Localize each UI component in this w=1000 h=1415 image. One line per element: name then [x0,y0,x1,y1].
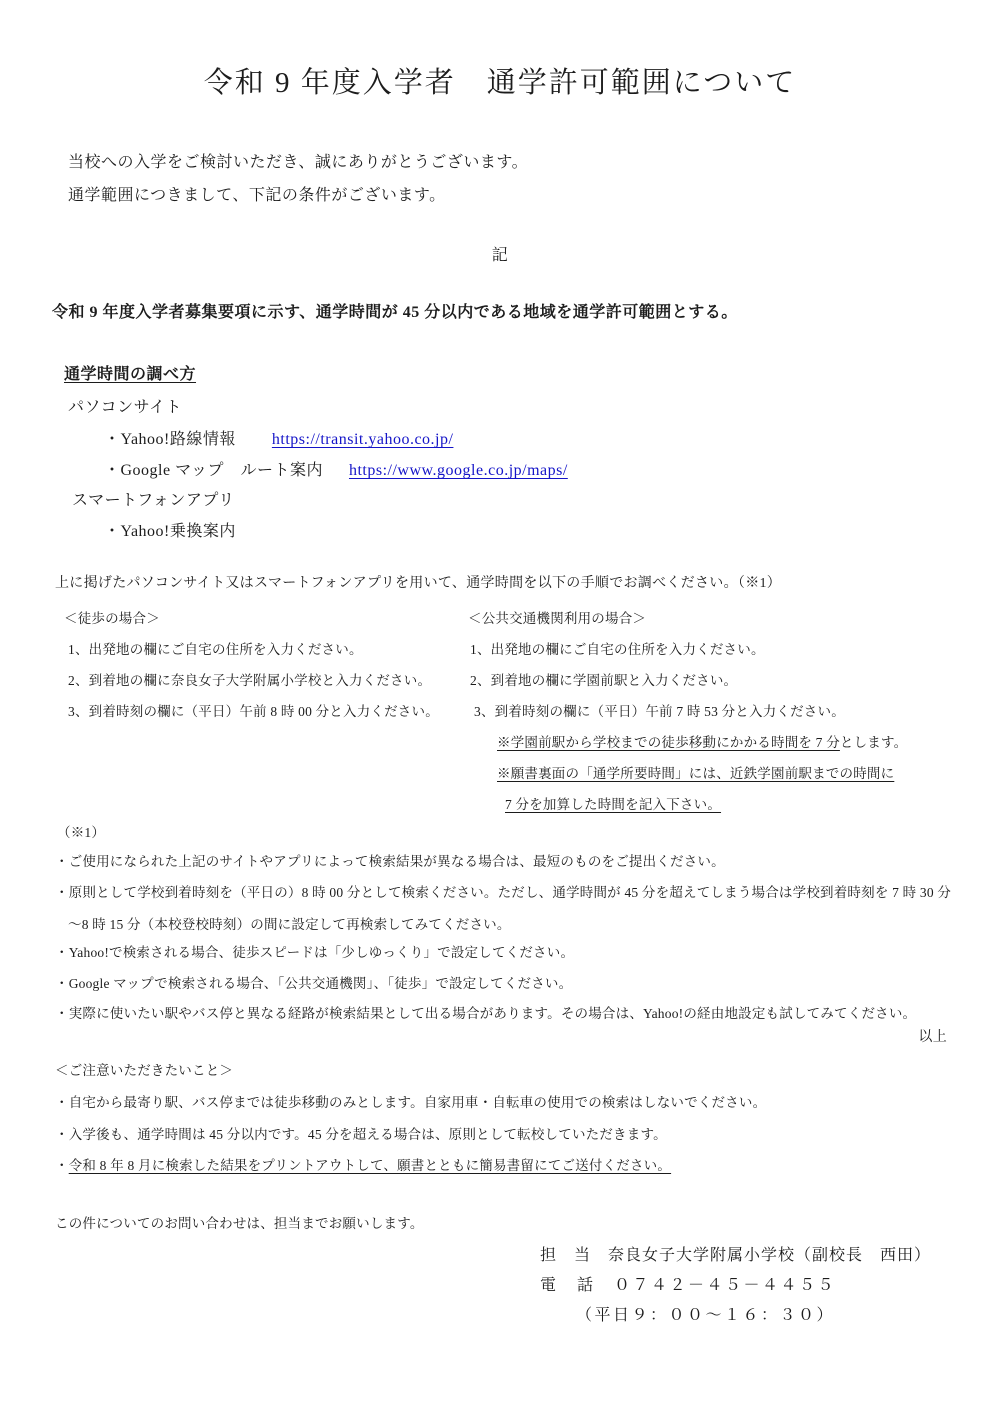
transit-step-3: 3、到着時刻の欄に（平日）午前 7 時 53 分と入力ください。 [474,704,845,719]
transit-note-1-tail: とします。 [839,735,908,750]
google-maps-line [104,457,568,480]
yahoo-transit-link[interactable]: https://transit.yahoo.co.jp/ [271,431,454,448]
caution-item-3 [55,1154,671,1174]
transit-note-2: ※願書裏面の「通学所要時間」には、近鉄学園前駅までの時間に [497,766,895,781]
remark-item-4: ・Google マップで検索される場合、「公共交通機関」、「徒歩」で設定してください。 [55,976,573,991]
contact-hours: （平日９：００～１６：３０） [576,1307,836,1324]
caution-item-2: ・入学後も、通学時間は 45 分以内です。45 分を超える場合は、原則として転校していただきます。 [55,1127,667,1142]
caution-item-3-underline: 令和 8 年 8 月に検索した結果をプリントアウトして、願書とともに簡易書留にてご送付ください。 [68,1158,672,1173]
yahoo-transit-line [104,426,453,449]
walk-step-1: 1、出発地の欄にご自宅の住所を入力ください。 [68,642,363,657]
transit-step-2: 2、到着地の欄に学園前駅と入力ください。 [470,673,738,688]
closing-marker: 以上 [918,1030,947,1045]
walk-step-2: 2、到着地の欄に奈良女子大学附属小学校と入力ください。 [68,673,432,688]
intro-line-1: 当校への入学をご検討いただき、誠にありがとうございます。 [68,154,529,171]
remark-item-3: ・Yahoo!で検索される場合、徒歩スピードは「少しゆっくり」で設定してください。 [55,945,575,960]
caution-item-1: ・自宅から最寄り駅、バス停までは徒歩移動のみとします。自家用車・自転車の使用での検索はしないでください。 [55,1095,767,1110]
remark-item-2-line-2: ～8 時 15 分（本校登校時刻）の間に設定して再検索してみてください。 [68,917,511,932]
remark-item-5: ・実際に使いたい駅やバス停と異なる経路が検索結果として出る場合があります。その場合は、Yahoo!の経由地設定も試してみてください。 [55,1006,917,1021]
google-maps-label: ・Google マップ ルート案内 [104,462,323,479]
contact-phone: 電 話 ０７４２－４５－４４５５ [540,1277,837,1294]
remark-item-2-line-1: ・原則として学校到着時刻を（平日の）8 時 00 分として検索ください。ただし、通学時間が 45 分を超えてしまう場合は学校到着時刻を 7 時 30 分 [55,885,952,900]
instruction-line: 上に掲げたパソコンサイト又はスマートフォンアプリを用いて、通学時間を以下の手順でお調べください。（※1） [55,576,782,591]
remark-item-1: ・ご使用になられた上記のサイトやアプリによって検索結果が異なる場合は、最短のものをご提出ください。 [55,854,725,869]
caution-item-3-bullet: ・ [55,1158,69,1173]
contact-person: 担 当 奈良女子大学附属小学校（副校長 西田） [540,1247,932,1264]
pc-site-label: パソコンサイト [68,399,183,416]
yahoo-norikae-item: ・Yahoo!乗換案内 [104,523,236,540]
lookup-heading: 通学時間の調べ方 [64,366,197,383]
transit-note-1-underline: ※学園前駅から学校までの徒歩移動にかかる時間を 7 分 [497,735,840,750]
policy-statement: 令和 9 年度入学者募集要項に示す、通学時間が 45 分以内である地域を通学許可範囲とする。 [52,304,738,321]
transit-heading: ＜公共交通機関利用の場合＞ [468,611,647,626]
walk-step-3: 3、到着時刻の欄に（平日）午前 8 時 00 分と入力ください。 [68,704,439,719]
google-maps-link[interactable]: https://www.google.co.jp/maps/ [348,462,568,479]
transit-note-1 [497,731,907,751]
yahoo-transit-label: ・Yahoo!路線情報 [104,431,236,448]
record-marker: 記 [491,247,509,264]
walk-heading: ＜徒歩の場合＞ [64,611,160,626]
contact-intro: この件についてのお問い合わせは、担当までお願いします。 [55,1216,424,1231]
transit-step-1: 1、出発地の欄にご自宅の住所を入力ください。 [470,642,765,657]
cautions-heading: ＜ご注意いただきたいこと＞ [55,1063,234,1078]
remarks-heading: （※1） [57,825,106,840]
smartphone-app-label: スマートフォンアプリ [72,492,235,509]
document-title: 令和 9 年度入学者 通学許可範囲について [203,67,797,99]
intro-line-2: 通学範囲につきまして、下記の条件がございます。 [68,187,446,204]
transit-note-3: 7 分を加算した時間を記入下さい。 [505,797,722,812]
